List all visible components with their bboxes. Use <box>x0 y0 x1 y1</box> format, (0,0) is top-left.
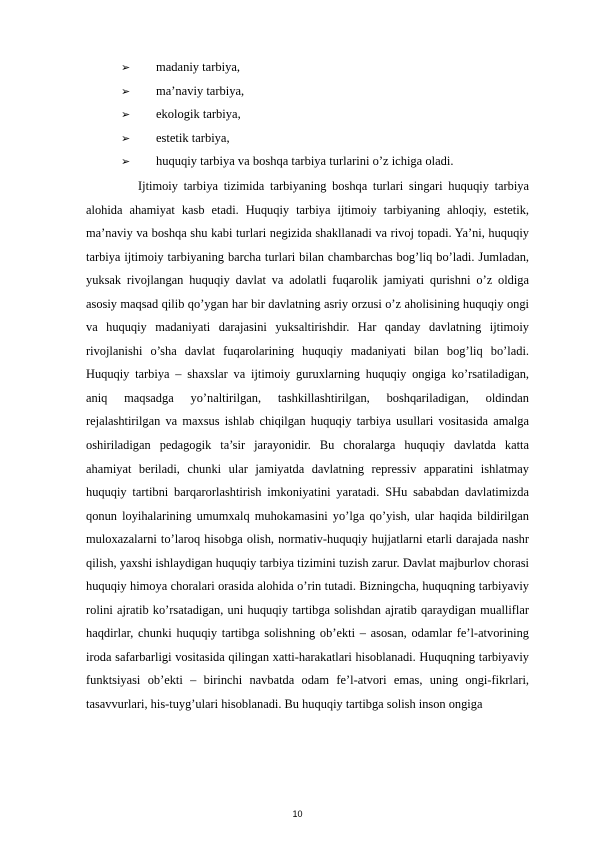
list-item-text: ma’naviy tarbiya, <box>156 83 245 98</box>
list-item <box>121 150 541 174</box>
list-item <box>121 80 541 104</box>
arrow-bullet-icon: ➢ <box>121 131 131 145</box>
body-paragraph: Ijtimoiy tarbiya tizimida tarbiyaning boshqa turlari singari huquqiy tarbiya alohida ahamiyat kasb etadi. Huquqiy tarbiya ijtimoiy tarbiyaning ahloqiy, estetik, ma’naviy va boshqa shu kabi turlari negizida shakllanadi va rivoj topadi. Ya’ni, huquqiy tarbiya ijtimoiy tarbiyaning barcha turlari bilan chambarchas bog’liq bo’ladi. Jumladan, yuksak rivojlangan huquqiy davlat va adolatli fuqarolik jamiyati qurishni o’z oldiga asosiy maqsad qilib qo’ygan har bir davlatning asriy orzusi o’z aholisining huquqiy ongi va huquqiy madaniyati darajasini yuksaltirishdir. Har qanday davlatning ijtimoiy rivojlanishi o’sha davlat fuqarolarining huquqiy madaniyati bilan bog’liq bo’ladi. Huquqiy tarbiya – shaxslar va ijtimoiy guruxlarning huquqiy ongiga ko’rsatiladigan, aniq maqsadga yo’naltirilgan, tashkillashtirilgan, boshqariladigan, oldindan rejalashtirilgan va maxsus ishlab chiqilgan huquqiy tarbiya usullari vositasida amalga oshiriladigan pedagogik ta’sir jarayonidir. Bu choralarga huquqiy davlatda katta ahamiyat beriladi, chunki ular jamiyatda davlatning repressiv apparatini ishlatmay huquqiy tartibni barqarorlashtirish imkoniyatini yaratadi. SHu sababdan davlatimizda qonun loyihalarining umumxalq muhokamasini yo’lga qo’yish, ular haqida bildirilgan muloxazalarni to’laroq hisobga olish, normativ-huquqiy hujjatlarni etarli darajada nashr qilish, yaxshi ishlaydigan huquqiy tarbiya tizimini tuzish zarur. Davlat majburlov chorasi huquqiy himoya choralari orasida alohida o’rin tutadi. Bizningcha, huquqning tarbiyaviy rolini ajratib ko’rsatadigan, uni huquqiy tartibga solishdan ajratib qaraydigan mualliflar haqdirlar, chunki huquqiy tartibga solishning ob’ekti – asosan, odamlar fe’l-atvorining iroda safarbarligi vositasida qilingan xatti-harakatlari hisoblanadi. Huquqning tarbiyaviy funktsiyasi ob’ekti – birinchi navbatda odam fe’l-atvori emas, uning ongi-fikrlari, tasavvurlari, his-tuyg’ulari hisoblanadi. Bu huquqiy tartibga solish inson ongiga <box>86 179 529 712</box>
list-item <box>121 56 541 80</box>
page-number: 10 <box>292 809 303 819</box>
list-item <box>121 127 541 151</box>
list-item <box>121 103 541 127</box>
arrow-bullet-icon: ➢ <box>121 108 131 122</box>
arrow-bullet-icon: ➢ <box>121 84 131 98</box>
list-item-text: huquqiy tarbiya va boshqa tarbiya turlarini o’z ichiga oladi. <box>156 154 454 169</box>
bullet-list <box>121 56 541 174</box>
arrow-bullet-icon: ➢ <box>121 61 131 74</box>
list-item-text: ekologik tarbiya, <box>156 107 241 122</box>
arrow-bullet-icon: ➢ <box>121 155 131 169</box>
list-item-text: estetik tarbiya, <box>156 130 230 145</box>
list-item-text: madaniy tarbiya, <box>156 60 240 74</box>
